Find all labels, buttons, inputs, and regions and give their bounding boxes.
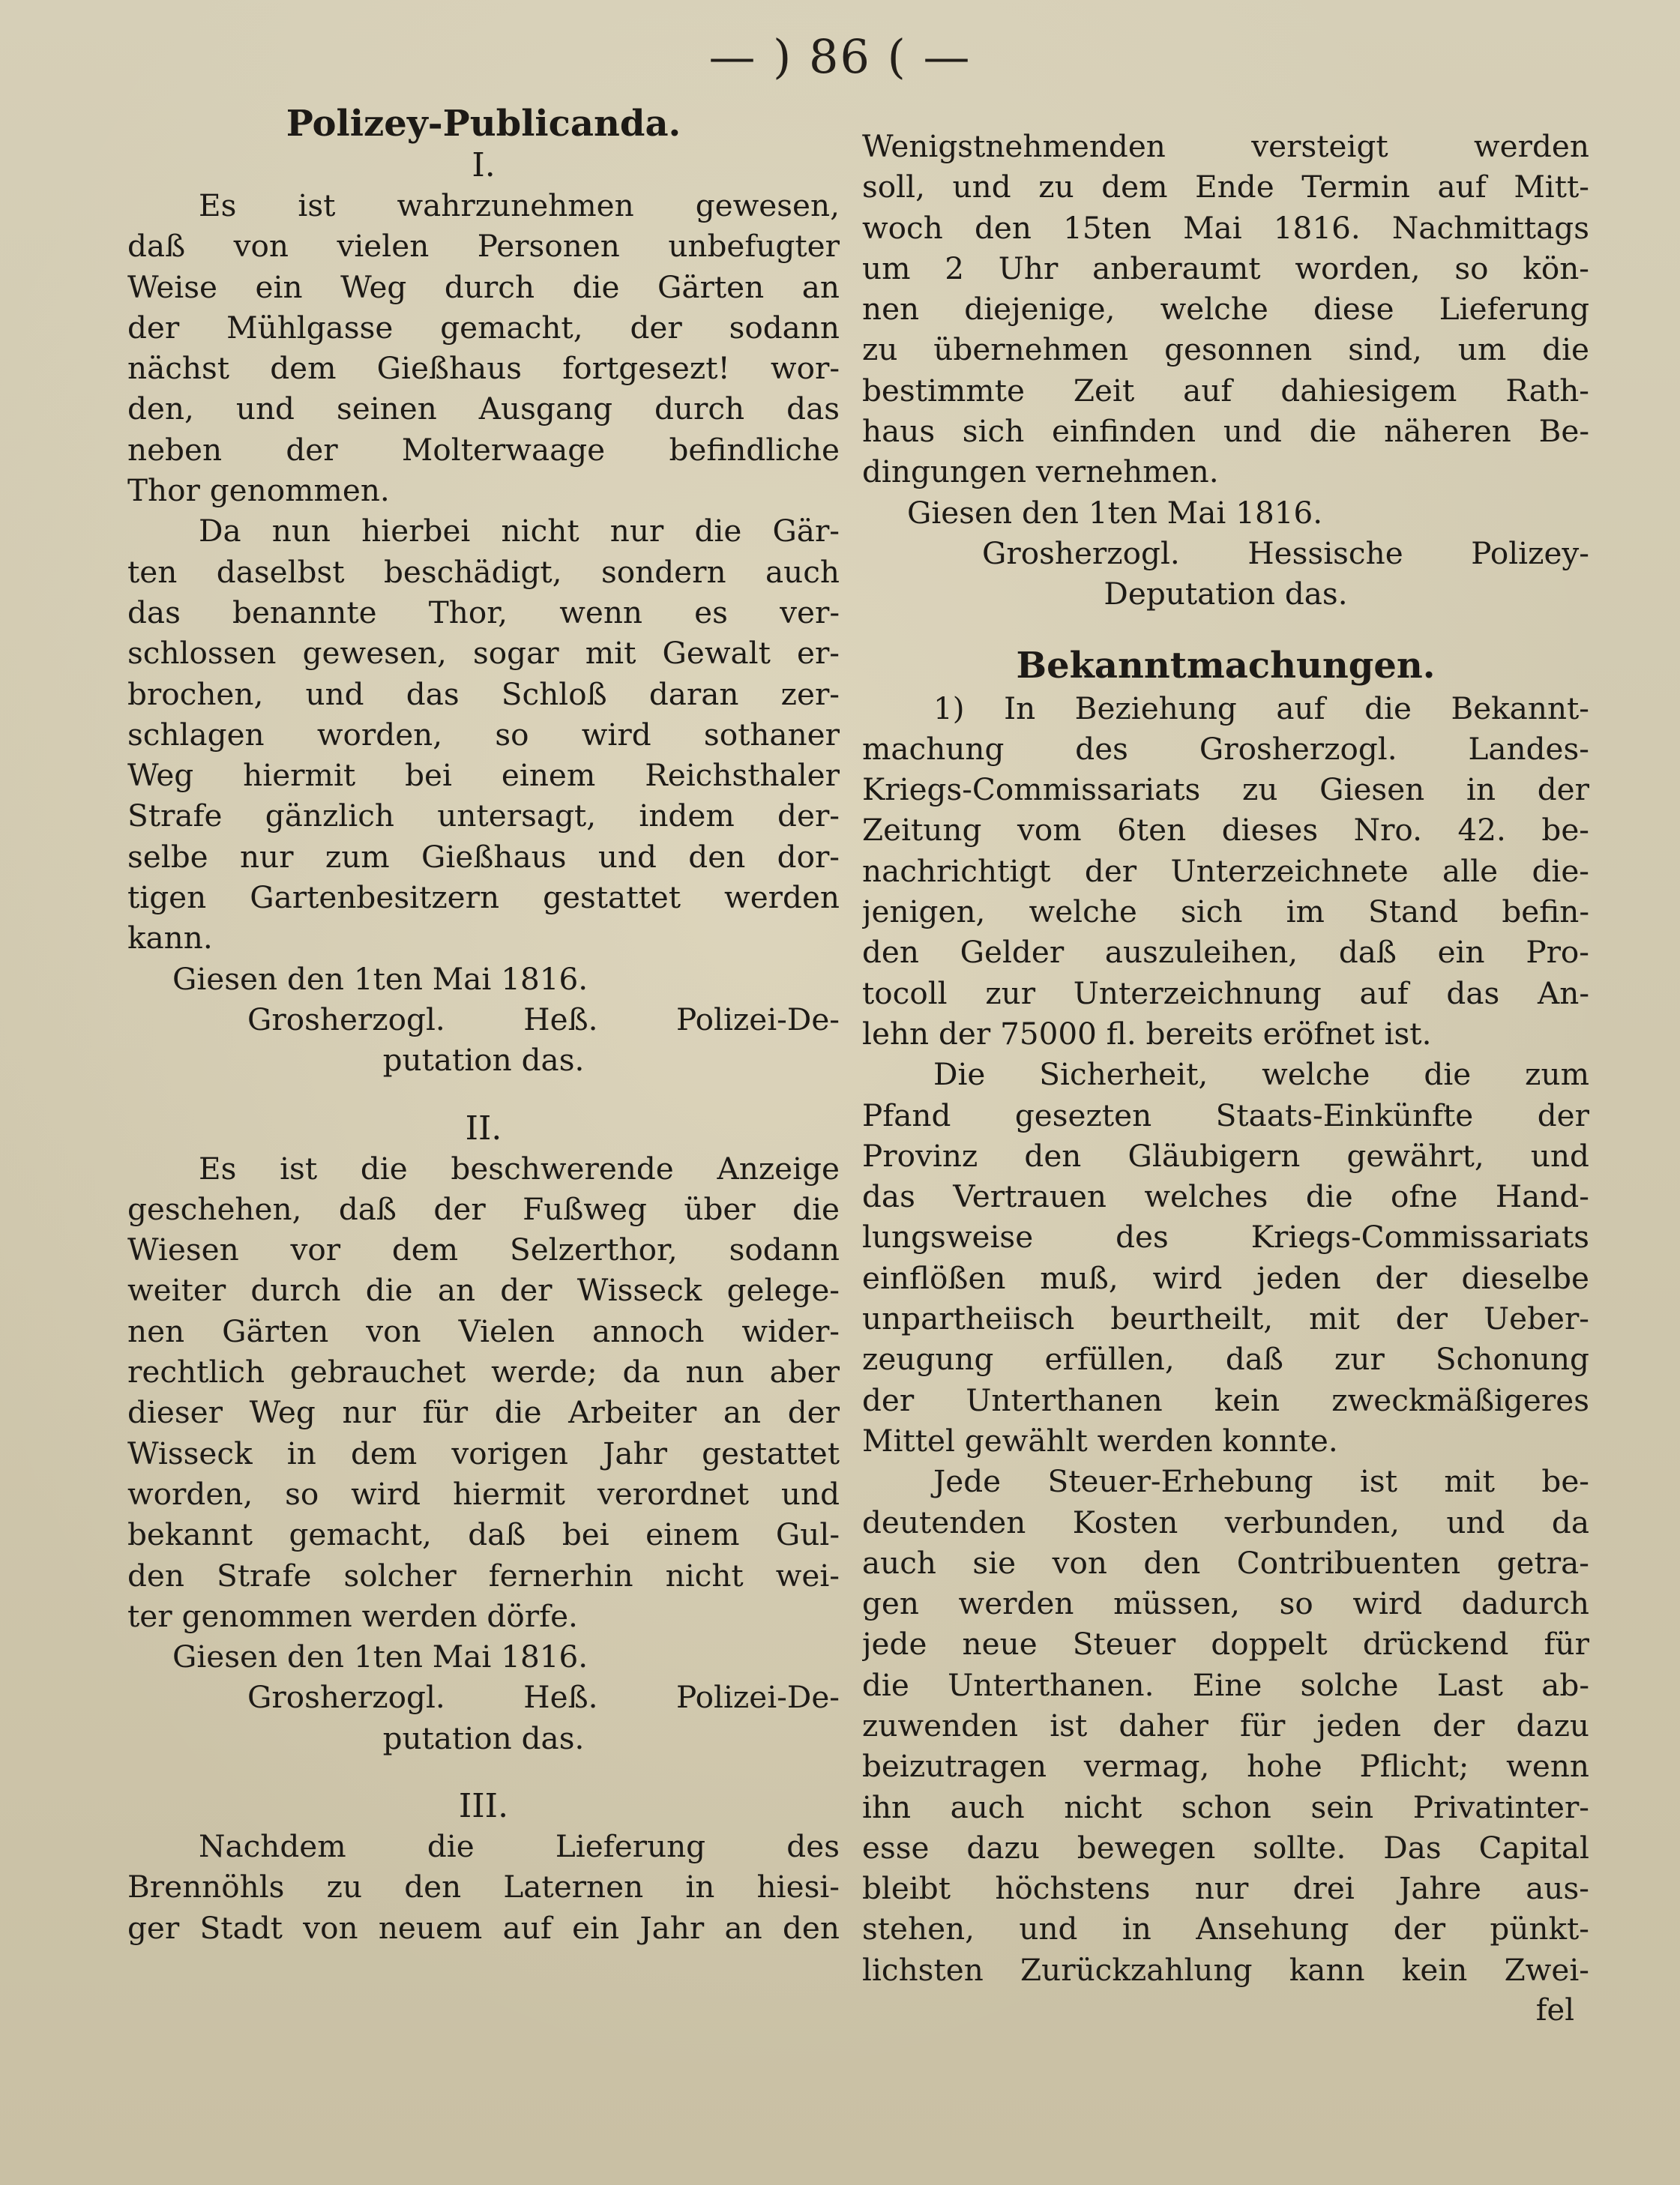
text-line: machung des Grosherzogl. Landes- — [862, 730, 1589, 767]
text-line: ter genommen werden dörfe. — [127, 1597, 578, 1634]
text-line: nachrichtigt der Unterzeichnete alle die- — [862, 852, 1589, 889]
text-line: lichsten Zurückzahlung kann kein Zwei- — [862, 1951, 1589, 1988]
signature-line: Grosherzogl. Hessische Polizey- — [982, 534, 1589, 571]
text-line: jede neue Steuer doppelt drückend für — [862, 1626, 1589, 1663]
signature-line: Grosherzogl. Heß. Polizei-De- — [247, 1679, 840, 1716]
text-line: neben der Molterwaage befindliche — [127, 431, 840, 468]
text-line: haus sich einfinden und die näheren Be- — [862, 413, 1589, 450]
text-line: soll, und zu dem Ende Termin auf Mitt- — [862, 169, 1589, 205]
signature-line: putation das. — [382, 1720, 585, 1756]
section-heading: Polizey-Publicanda. — [286, 103, 681, 145]
text-line: Kriegs-Commissariats zu Giesen in der — [862, 771, 1589, 808]
signature-line: Deputation das. — [1104, 576, 1348, 612]
dateline: Giesen den 1ten Mai 1816. — [907, 494, 1323, 531]
text-line: Es ist wahrzunehmen gewesen, — [199, 187, 840, 223]
signature-line: Grosherzogl. Heß. Polizei-De- — [247, 1001, 840, 1037]
text-line: nen diejenige, welche diese Lieferung — [862, 291, 1589, 328]
text-line: selbe nur zum Gießhaus und den dor- — [127, 838, 840, 875]
text-line: Strafe gänzlich untersagt, indem der- — [127, 798, 840, 834]
text-line: zeugung erfüllen, daß zur Schonung — [862, 1341, 1589, 1378]
text-line: nächst dem Gießhaus fortgesezt! wor- — [127, 350, 840, 387]
text-line: den Strafe solcher fernerhin nicht wei- — [127, 1557, 840, 1594]
text-line: Mittel gewählt werden konnte. — [862, 1422, 1338, 1459]
text-line: woch den 15ten Mai 1816. Nachmittags — [862, 209, 1589, 246]
text-line: Zeitung vom 6ten dieses Nro. 42. be- — [862, 812, 1589, 849]
text-line: Die Sicherheit, welche die zum — [933, 1056, 1589, 1093]
text-line: bestimmte Zeit auf dahiesigem Rath- — [862, 372, 1589, 409]
text-line: schlagen worden, so wird sothaner — [127, 716, 840, 753]
text-line: Brennöhls zu den Laternen in hiesi- — [127, 1869, 840, 1905]
text-line: Jede Steuer-Erhebung ist mit be- — [933, 1463, 1589, 1500]
text-line: geschehen, daß der Fußweg über die — [127, 1190, 840, 1227]
text-line: einflößen muß, wird jeden der dieselbe — [862, 1259, 1589, 1296]
text-line: um 2 Uhr anberaumt worden, so kön- — [862, 250, 1589, 286]
signature-line: putation das. — [382, 1042, 585, 1079]
section-numeral: I. — [472, 146, 496, 184]
text-line: rechtlich gebrauchet werde; da nun aber — [127, 1354, 840, 1390]
text-line: das benannte Thor, wenn es ver- — [127, 594, 840, 630]
text-line: deutenden Kosten verbunden, und da — [862, 1504, 1589, 1540]
text-line: bekannt gemacht, daß bei einem Gul- — [127, 1516, 840, 1553]
text-line: zuwenden ist daher für jeden der dazu — [862, 1707, 1589, 1744]
text-line: Wiesen vor dem Selzerthor, sodann — [127, 1232, 840, 1268]
text-line: Nachdem die Lieferung des — [199, 1827, 840, 1864]
text-line: esse dazu bewegen sollte. Das Capital — [862, 1829, 1589, 1866]
text-line: den, und seinen Ausgang durch das — [127, 391, 840, 427]
text-line: schlossen gewesen, sogar mit Gewalt er- — [127, 635, 840, 672]
section-heading: Bekanntmachungen. — [1016, 644, 1436, 687]
text-line: Weg hiermit bei einem Reichsthaler — [127, 757, 840, 794]
text-line: das Vertrauen welches die ofne Hand- — [862, 1178, 1589, 1215]
right-column — [862, 126, 1589, 2165]
text-line: worden, so wird hiermit verordnet und — [127, 1475, 840, 1512]
text-line: ger Stadt von neuem auf ein Jahr an den — [127, 1909, 840, 1946]
text-line: bleibt höchstens nur drei Jahre aus- — [862, 1870, 1589, 1907]
text-line: ihn auch nicht schon sein Privatinter- — [862, 1788, 1589, 1825]
left-column — [127, 101, 840, 2140]
text-line: der Mühlgasse gemacht, der sodann — [127, 309, 840, 346]
catchword: fel — [1535, 1993, 1574, 2028]
section-numeral: III. — [458, 1786, 509, 1825]
text-line: kann. — [127, 920, 213, 956]
text-line: Thor genommen. — [127, 472, 390, 509]
text-line: Wenigstnehmenden versteigt werden — [862, 128, 1589, 164]
text-line: nen Gärten von Vielen annoch wider- — [127, 1312, 840, 1349]
text-line: der Unterthanen kein zweckmäßigeres — [862, 1381, 1589, 1418]
text-line: weiter durch die an der Wisseck gelege- — [127, 1272, 840, 1309]
text-line: auch sie von den Contribuenten getra- — [862, 1544, 1589, 1581]
text-line: tocoll zur Unterzeichnung auf das An- — [862, 974, 1589, 1011]
page-number: — ) 86 ( — — [708, 29, 972, 84]
text-line: Pfand gesezten Staats-Einkünfte der — [862, 1097, 1589, 1133]
text-line: lungsweise des Kriegs-Commissariats — [862, 1219, 1589, 1256]
section-numeral: II. — [465, 1109, 502, 1148]
text-line: daß von vielen Personen unbefugter — [127, 228, 840, 265]
text-line: stehen, und in Ansehung der pünkt- — [862, 1911, 1589, 1947]
text-line: gen werden müssen, so wird dadurch — [862, 1585, 1589, 1622]
text-line: den Gelder auszuleihen, daß ein Pro- — [862, 934, 1589, 971]
text-line: Da nun hierbei nicht nur die Gär- — [199, 513, 840, 549]
text-line: jenigen, welche sich im Stand befin- — [862, 893, 1589, 930]
text-line: dingungen vernehmen. — [862, 453, 1219, 490]
text-line: Weise ein Weg durch die Gärten an — [127, 268, 840, 305]
text-line: dieser Weg nur für die Arbeiter an der — [127, 1394, 840, 1431]
text-line: Provinz den Gläubigern gewährt, und — [862, 1137, 1589, 1174]
text-line: unpartheiisch beurtheilt, mit der Ueber- — [862, 1301, 1589, 1337]
text-line: lehn der 75000 fl. bereits eröfnet ist. — [862, 1015, 1432, 1052]
text-line: ten daselbst beschädigt, sondern auch — [127, 553, 840, 590]
text-line: die Unterthanen. Eine solche Last ab- — [862, 1666, 1589, 1703]
text-line: 1) In Beziehung auf die Bekannt- — [933, 690, 1589, 726]
dateline: Giesen den 1ten Mai 1816. — [172, 1639, 588, 1675]
text-line: Wisseck in dem vorigen Jahr gestattet — [127, 1435, 840, 1471]
text-line: brochen, und das Schloß daran zer- — [127, 675, 840, 712]
text-line: tigen Gartenbesitzern gestattet werden — [127, 879, 840, 916]
dateline: Giesen den 1ten Mai 1816. — [172, 960, 588, 997]
text-line: zu übernehmen gesonnen sind, um die — [862, 331, 1589, 368]
text-line: Es ist die beschwerende Anzeige — [199, 1150, 840, 1187]
text-line: beizutragen vermag, hohe Pflicht; wenn — [862, 1748, 1589, 1785]
